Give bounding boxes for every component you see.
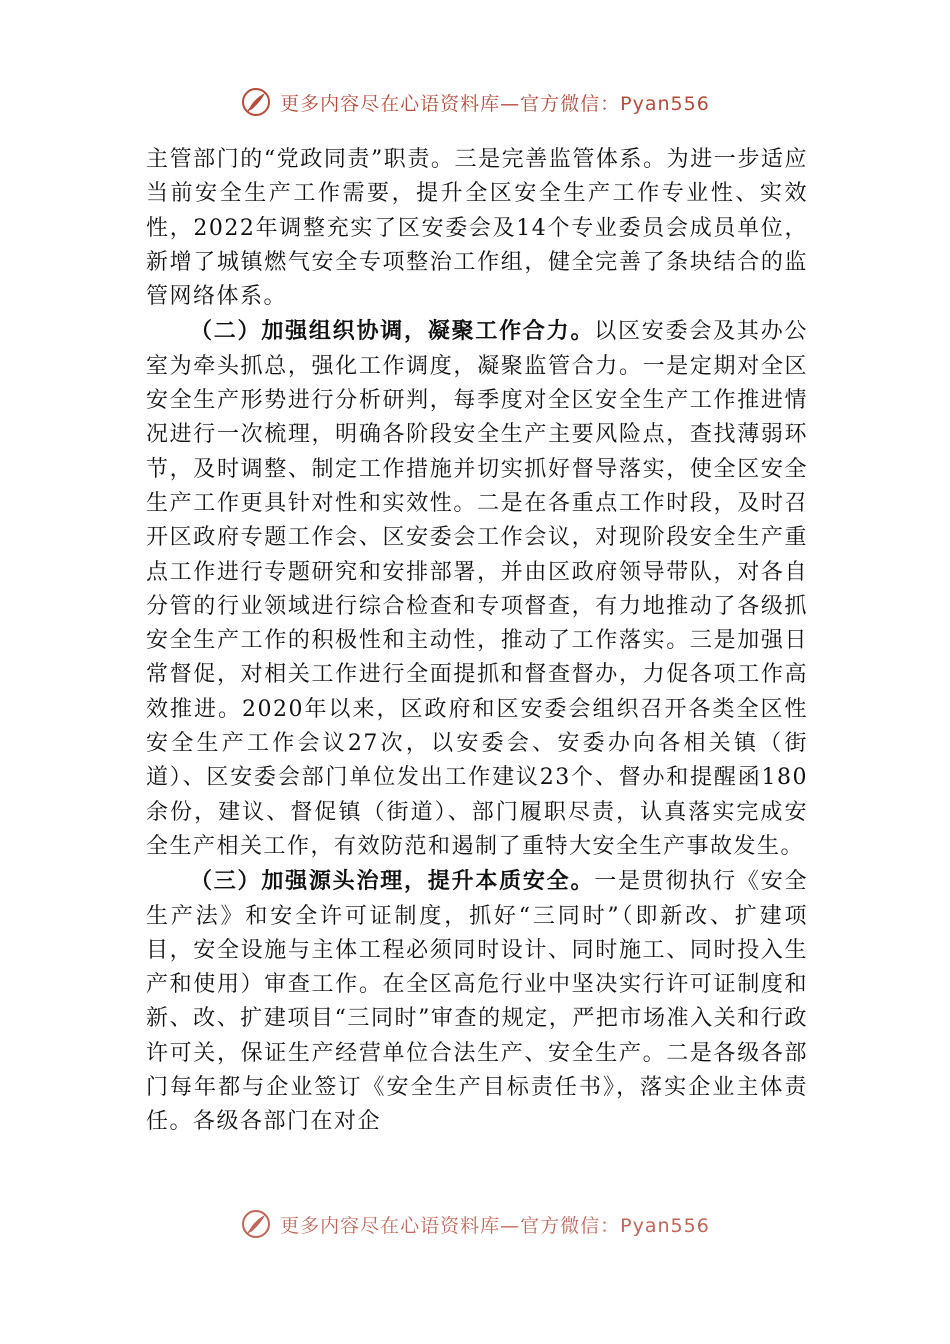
watermark-text: 更多内容尽在心语资料库—官方微信：Pyan556 [280,92,710,115]
watermark-footer [0,1204,950,1244]
paragraph-1-body: 主管部门的“党政同责”职责。三是完善监管体系。为进一步适应当前安全生产工作需要，提升全区安全生产工作专业性、实效性，2022年调整充实了区安委会及14个专业委员会成员单位，新增了城镇燃气安全专项整治工作组，健全完善了条块结合的监管网络体系。 [146,147,808,310]
quill-logo-icon [240,1208,272,1240]
paragraph-2-body: 以区安委会及其办公室为牵头抓总，强化工作调度，凝聚监管合力。一是定期对全区安全生产形势进行分析研判，每季度对全区安全生产工作推进情况进行一次梳理，明确各阶段安全生产主要风险点，查找薄弱环节，及时调整、制定工作措施并切实抓好督导落实，使全区安全生产工作更具针对性和实效性。二是在各重点工作时段，及时召开区政府专题工作会、区安委会工作会议，对现阶段安全生产重点工作进行专题研究和安排部署，并由区政府领导带队，对各自分管的行业领域进行综合检查和专项督查，有力地推动了各级抓安全生产工作的积极性和主动性，推动了工作落实。三是加强日常督促，对相关工作进行全面提抓和督查督办，力促各项工作高效推进。2020年以来，区政府和区安委会组织召开各类全区性安全生产工作会议27次，以安委会、安委办向各相关镇（街道）、区安委会部门单位发出工作建议23个、督办和提醒函180余份，建议、督促镇（街道）、部门履职尽责，认真落实完成安全生产相关工作，有效防范和遏制了重特大安全生产事故发生。 [146,319,808,859]
paragraph-1 [146,143,808,314]
watermark-header [0,82,950,122]
document-body [146,143,808,1140]
section-heading-2: （二）加强组织协调，凝聚工作合力。 [190,318,595,345]
quill-logo-icon [240,86,272,118]
section-heading-3: （三）加强源头治理，提升本质安全。 [190,868,595,895]
paragraph-3-body: 一是贯彻执行《安全生产法》和安全许可证制度，抓好“三同时”（即新改、扩建项目，安全设施与主体工程必须同时设计、同时施工、同时投入生产和使用）审查工作。在全区高危行业中坚决实行许可证制度和新、改、扩建项目“三同时”审查的规定，严把市场准入关和行政许可关，保证生产经营单位合法生产、安全生产。二是各级各部门每年都与企业签订《安全生产目标责任书》，落实企业主体责任。各级各部门在对企 [146,869,808,1135]
watermark-text: 更多内容尽在心语资料库—官方微信：Pyan556 [280,1214,710,1237]
paragraph-2 [146,314,808,864]
paragraph-3 [146,864,808,1139]
